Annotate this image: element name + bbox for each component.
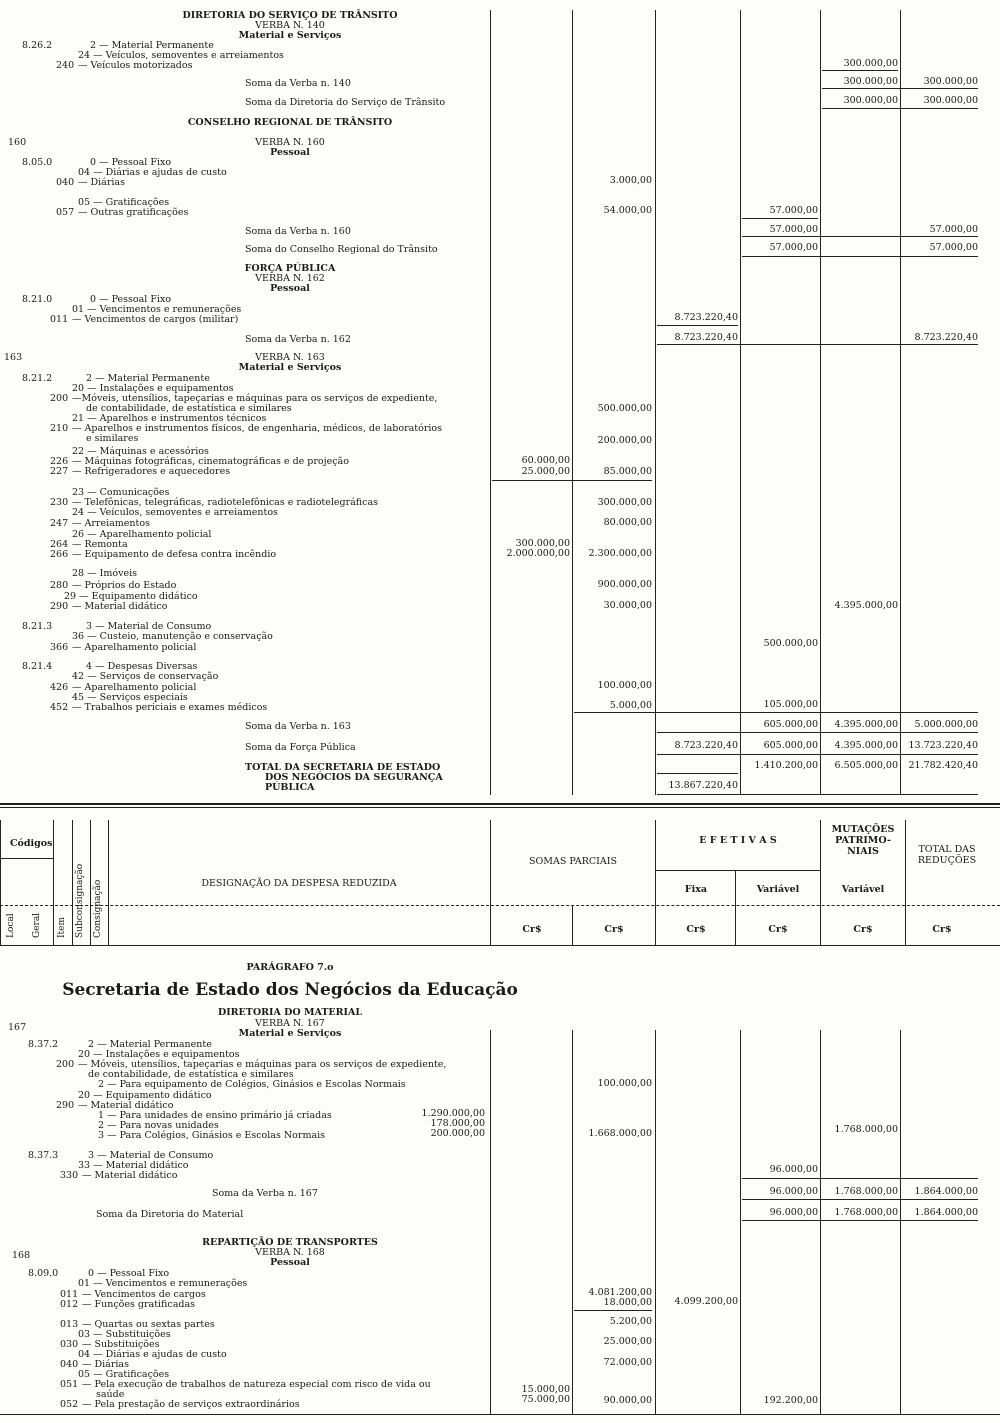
line-item: 0 — Pessoal Fixo <box>90 157 172 168</box>
verba-title: VERBA N. 163 <box>255 352 325 363</box>
value: 18.000,00 <box>603 1297 652 1308</box>
rule <box>657 732 978 733</box>
value: 605.000,00 <box>763 740 818 751</box>
section-title: DIRETORIA DO SERVIÇO DE TRÂNSITO <box>182 10 398 21</box>
header-item: Item <box>57 916 67 938</box>
value: 100.000,00 <box>597 1078 652 1089</box>
value: 200.000,00 <box>430 1128 485 1139</box>
line-item: 03 — Substituições <box>78 1329 171 1340</box>
section-title: REPARTIÇÃO DE TRANSPORTES <box>202 1237 378 1248</box>
line-item: 05 — Gratificações <box>78 197 170 208</box>
header-rule <box>53 820 54 945</box>
header-efetivas: E F E T I V A S <box>699 835 777 846</box>
value: 57.000,00 <box>929 242 978 253</box>
line-item: 45 — Serviços especiais <box>72 692 188 703</box>
line-item: 04 — Diárias e ajudas de custo <box>78 167 227 178</box>
section-title: FORÇA PÚBLICA <box>244 263 336 274</box>
line-item: — Veículos motorizados <box>78 60 193 71</box>
value: 300.000,00 <box>923 95 978 106</box>
value: 300.000,00 <box>843 95 898 106</box>
header-currency: Cr$ <box>768 924 788 935</box>
line-item: 2 — Material Permanente <box>90 40 214 51</box>
line-item: — Móveis, utensílios, tapeçarias e máquinas para os serviços de expediente, <box>78 1059 447 1070</box>
rule <box>822 108 978 109</box>
value: 5.000,00 <box>609 700 652 711</box>
subtotal-label: Soma do Conselho Regional do Trânsito <box>245 244 438 255</box>
line-item: — Máquinas fotográficas, cinematográficas e de projeção <box>72 456 349 467</box>
subtotal-label: Soma da Diretoria do Serviço de Trânsito <box>245 97 446 108</box>
line-item: 23 — Comunicações <box>72 487 170 498</box>
code: 168 <box>12 1250 31 1261</box>
column-rule <box>740 1030 741 1415</box>
line-item: — Pela prestação de serviços extraordinários <box>82 1399 300 1410</box>
code: 226 <box>50 456 69 467</box>
value: 1.768.000,00 <box>834 1124 898 1135</box>
line-item: 2 — Para equipamento de Colégios, Ginásios e Escolas Normais <box>98 1079 406 1090</box>
line-item: 21 — Aparelhos e instrumentos técnicos <box>72 413 267 424</box>
line-item: — Aparelhamento policial <box>72 682 197 693</box>
value: 500.000,00 <box>597 403 652 414</box>
line-item: — Telefônicas, telegráficas, radiotelefônicas e radiotelegráficas <box>72 497 378 508</box>
line-item: — Vencimentos de cargos (militar) <box>72 314 239 325</box>
line-item: e similares <box>86 433 139 444</box>
column-rule <box>490 1030 491 1415</box>
code: 040 <box>60 1359 79 1370</box>
code: 290 <box>50 601 69 612</box>
value: 96.000,00 <box>769 1164 818 1175</box>
line-item: — Material didático <box>78 1100 174 1111</box>
value: 25.000,00 <box>603 1336 652 1347</box>
column-rule <box>900 10 901 795</box>
header-rule <box>655 870 820 871</box>
value: 1.290.000,00 <box>421 1108 485 1119</box>
page-title: Secretaria de Estado dos Negócios da Educação <box>62 980 518 1000</box>
code: 167 <box>8 1022 27 1033</box>
column-rule <box>655 1030 656 1415</box>
code: 200 <box>50 393 69 404</box>
line-item: 4 — Despesas Diversas <box>86 661 198 672</box>
rule <box>657 754 978 755</box>
line-item: 3 — Material de Consumo <box>86 621 212 632</box>
line-item: 26 — Aparelhamento policial <box>72 529 212 540</box>
line-item: de contabilidade, de estatística e similares <box>86 403 292 414</box>
subtotal-label: Soma da Verba n. 140 <box>245 78 351 89</box>
value: 8.723.220,40 <box>674 740 738 751</box>
subtotal-label: Soma da Diretoria do Material <box>96 1209 244 1220</box>
paragraph-title: PARÁGRAFO 7.o <box>246 962 334 973</box>
rule <box>492 480 652 481</box>
code: 452 <box>50 702 69 713</box>
header-total: TOTAL DAS REDUÇÕES <box>917 844 977 866</box>
value: 8.723.220,40 <box>674 332 738 343</box>
header-currency: Cr$ <box>686 924 706 935</box>
line-item: — Próprios do Estado <box>72 580 177 591</box>
column-rule <box>820 1030 821 1415</box>
value: 300.000,00 <box>843 58 898 69</box>
value: 3.000,00 <box>609 175 652 186</box>
header-consignacao: Consignação <box>93 879 103 938</box>
value: 8.723.220,40 <box>914 332 978 343</box>
value: 75.000,00 <box>521 1394 570 1405</box>
line-item: 24 — Veículos, semoventes e arreiamentos <box>72 507 278 518</box>
rule <box>742 218 818 219</box>
value: 1.864.000,00 <box>914 1207 978 1218</box>
rule <box>742 1220 978 1221</box>
line-item: — Diárias <box>78 177 125 188</box>
line-item: 28 — Imóveis <box>72 568 138 579</box>
line-item: 05 — Gratificações <box>78 1369 170 1380</box>
line-item: 29 — Equipamento didático <box>64 591 198 602</box>
header-currency: Cr$ <box>932 924 952 935</box>
value: 1.768.000,00 <box>834 1207 898 1218</box>
rule <box>657 794 978 795</box>
line-item: 3 — Material de Consumo <box>88 1150 214 1161</box>
subtotal-label: Soma da Verba n. 160 <box>245 226 351 237</box>
header-rule <box>108 820 109 945</box>
line-item: 01 — Vencimentos e remunerações <box>78 1278 248 1289</box>
code: 8.21.0 <box>22 294 53 305</box>
rule <box>657 773 738 774</box>
header-rule <box>90 820 91 945</box>
code: 426 <box>50 682 69 693</box>
value: 96.000,00 <box>769 1207 818 1218</box>
line-item: — Vencimentos de cargos <box>82 1289 206 1300</box>
value: 1.410.200,00 <box>754 760 818 771</box>
code: 200 <box>56 1059 75 1070</box>
code: 330 <box>60 1170 79 1181</box>
subtotal-label: Soma da Verba n. 163 <box>245 721 351 732</box>
line-item: — Quartas ou sextas partes <box>82 1319 215 1330</box>
page-divider <box>0 807 1000 808</box>
value: 57.000,00 <box>769 224 818 235</box>
code: 8.37.2 <box>28 1039 59 1050</box>
value: 8.723.220,40 <box>674 312 738 323</box>
line-item: 42 — Serviços de conservação <box>72 671 219 682</box>
line-item: 36 — Custeio, manutenção e conservação <box>72 631 273 642</box>
code: 8.21.3 <box>22 621 53 632</box>
header-currency: Cr$ <box>604 924 624 935</box>
code: 210 <box>50 423 69 434</box>
verba-title: VERBA N. 167 <box>255 1018 325 1029</box>
verba-subtitle: Material e Serviços <box>238 362 342 373</box>
value: 54.000,00 <box>603 205 652 216</box>
header-currency: Cr$ <box>522 924 542 935</box>
subtotal-label: Soma da Verba n. 162 <box>245 334 351 345</box>
code: 8.21.2 <box>22 373 53 384</box>
value: 1.668.000,00 <box>588 1128 652 1139</box>
code: 8.21.4 <box>22 661 53 672</box>
header-designacao: DESIGNAÇÃO DA DESPESA REDUZIDA <box>201 878 397 889</box>
line-item: — Refrigeradores e aquecedores <box>72 466 231 477</box>
line-item: 24 — Veículos, semoventes e arreiamentos <box>78 50 284 61</box>
header-geral: Geral <box>32 912 42 938</box>
value: 21.782.420,40 <box>908 760 978 771</box>
code: 247 <box>50 518 69 529</box>
header-rule <box>820 820 821 945</box>
rule <box>742 1178 978 1179</box>
value: 57.000,00 <box>769 242 818 253</box>
line-item: 20 — Instalações e equipamentos <box>78 1049 240 1060</box>
value: 13.867.220,40 <box>668 780 738 791</box>
header-rule <box>0 945 1000 946</box>
verba-subtitle: Material e Serviços <box>238 30 342 41</box>
value: 500.000,00 <box>763 638 818 649</box>
code: 057 <box>56 207 75 218</box>
value: 4.081.200,00 <box>588 1287 652 1298</box>
line-item: 20 — Equipamento didático <box>78 1090 212 1101</box>
header-rule <box>0 905 1000 906</box>
value: 30.000,00 <box>603 600 652 611</box>
column-rule <box>900 1030 901 1415</box>
value: 200.000,00 <box>597 435 652 446</box>
value: 57.000,00 <box>769 205 818 216</box>
verba-subtitle: Pessoal <box>270 283 310 294</box>
rule <box>657 325 738 326</box>
value: 6.505.000,00 <box>834 760 898 771</box>
section-title: DIRETORIA DO MATERIAL <box>217 1007 363 1018</box>
rule <box>742 256 978 257</box>
value: 178.000,00 <box>430 1118 485 1129</box>
value: 4.395.000,00 <box>834 740 898 751</box>
total-label: PÚBLICA <box>265 782 315 793</box>
line-item: — Equipamento de defesa contra incêndio <box>72 549 277 560</box>
header-rule <box>572 905 573 945</box>
subtotal-label: Soma da Verba n. 167 <box>212 1188 318 1199</box>
header-mutacoes: MUTAÇÕES PATRIMO- NIAIS <box>831 824 895 857</box>
column-rule <box>490 10 491 795</box>
code: 8.05.0 <box>22 157 53 168</box>
header-rule <box>905 820 906 945</box>
value: 80.000,00 <box>603 517 652 528</box>
line-item: — Material didático <box>72 601 168 612</box>
code: 230 <box>50 497 69 508</box>
rule <box>742 236 978 237</box>
value: 192.200,00 <box>763 1395 818 1406</box>
value: 60.000,00 <box>521 455 570 466</box>
subtotal-label: Soma da Força Pública <box>245 742 356 753</box>
code: 227 <box>50 466 69 477</box>
value: 2.000.000,00 <box>506 548 570 559</box>
line-item: — Trabalhos periciais e exames médicos <box>72 702 268 713</box>
header-mut-variavel: Variável <box>841 884 885 895</box>
code: 030 <box>60 1339 79 1350</box>
line-item: — Aparelhos e instrumentos físicos, de engenharia, médicos, de laboratórios <box>72 423 443 434</box>
header-codigos: Códigos <box>10 838 53 849</box>
verba-title: VERBA N. 160 <box>255 137 325 148</box>
line-item: 3 — Para Colégios, Ginásios e Escolas Normais <box>98 1130 326 1141</box>
line-item: 0 — Pessoal Fixo <box>90 294 172 305</box>
line-item: 0 — Pessoal Fixo <box>88 1268 170 1279</box>
line-item: — Funções gratificadas <box>82 1299 195 1310</box>
line-item: — Aparelhamento policial <box>72 642 197 653</box>
line-item: 2 — Material Permanente <box>86 373 210 384</box>
code: 163 <box>4 352 23 363</box>
line-item: — Pela execução de trabalhos de natureza especial com risco de vida ou <box>82 1379 431 1390</box>
value: 85.000,00 <box>603 466 652 477</box>
line-item: 2 — Para novas unidades <box>98 1120 219 1131</box>
header-rule <box>655 820 656 945</box>
rule <box>742 1199 978 1200</box>
verba-subtitle: Material e Serviços <box>238 1028 342 1039</box>
code: 280 <box>50 580 69 591</box>
line-item: — Diárias <box>82 1359 129 1370</box>
rule <box>574 1310 652 1311</box>
header-fixa: Fixa <box>684 884 708 895</box>
code: 011 <box>60 1289 79 1300</box>
line-item: 22 — Máquinas e acessórios <box>72 446 209 457</box>
code: 013 <box>60 1319 79 1330</box>
verba-title: VERBA N. 140 <box>255 20 325 31</box>
value: 4.395.000,00 <box>834 719 898 730</box>
rule <box>574 712 978 713</box>
value: 4.099.200,00 <box>674 1296 738 1307</box>
header-rule <box>72 820 73 945</box>
value: 100.000,00 <box>597 680 652 691</box>
header-rule <box>0 820 1 945</box>
value: 300.000,00 <box>843 76 898 87</box>
line-item: 01 — Vencimentos e remunerações <box>72 304 242 315</box>
line-item: 2 — Material Permanente <box>88 1039 212 1050</box>
value: 5.000.000,00 <box>914 719 978 730</box>
value: 1.768.000,00 <box>834 1186 898 1197</box>
header-somas-parciais: SOMAS PARCIAIS <box>528 856 618 867</box>
code: 290 <box>56 1100 75 1111</box>
code: 160 <box>8 137 27 148</box>
verba-subtitle: Pessoal <box>270 147 310 158</box>
rule <box>657 344 978 345</box>
line-item: —Móveis, utensílios, tapeçarias e máquinas para os serviços de expediente, <box>72 393 438 404</box>
header-currency: Cr$ <box>853 924 873 935</box>
column-rule <box>572 1030 573 1415</box>
value: 13.723.220,40 <box>908 740 978 751</box>
value: 1.864.000,00 <box>914 1186 978 1197</box>
code: 051 <box>60 1379 79 1390</box>
header-rule <box>490 820 491 945</box>
value: 605.000,00 <box>763 719 818 730</box>
header-rule <box>735 870 736 945</box>
value: 300.000,00 <box>923 76 978 87</box>
value: 25.000,00 <box>521 466 570 477</box>
code: 052 <box>60 1399 79 1410</box>
header-subconsignacao: Subconsignação <box>75 863 85 938</box>
code: 040 <box>56 177 75 188</box>
value: 300.000,00 <box>515 538 570 549</box>
code: 8.37.3 <box>28 1150 59 1161</box>
total-label: DOS NEGÓCIOS DA SEGURANÇA <box>265 772 443 783</box>
line-item: — Remonta <box>72 539 128 550</box>
column-rule <box>655 10 656 795</box>
page-bottom-rule <box>0 1414 1000 1415</box>
code: 366 <box>50 642 69 653</box>
line-item: de contabilidade, de estatística e similares <box>88 1069 294 1080</box>
page-divider <box>0 803 1000 805</box>
value: 300.000,00 <box>597 497 652 508</box>
value: 96.000,00 <box>769 1186 818 1197</box>
verba-title: VERBA N. 168 <box>255 1247 325 1258</box>
column-rule <box>572 10 573 795</box>
line-item: 20 — Instalações e equipamentos <box>72 383 234 394</box>
line-item: — Substituições <box>82 1339 160 1350</box>
rule <box>822 88 978 89</box>
line-item: — Arreiamentos <box>72 518 150 529</box>
line-item: — Material didático <box>82 1170 178 1181</box>
code: 264 <box>50 539 69 550</box>
column-rule <box>740 10 741 795</box>
code: 8.09.0 <box>28 1268 59 1279</box>
value: 57.000,00 <box>929 224 978 235</box>
line-item: 1 — Para unidades de ensino primário já criadas <box>98 1110 332 1121</box>
value: 900.000,00 <box>597 579 652 590</box>
header-rule <box>0 858 53 859</box>
verba-title: VERBA N. 162 <box>255 273 325 284</box>
total-label: TOTAL DA SECRETARIA DE ESTADO <box>245 762 441 773</box>
section-title: CONSELHO REGIONAL DE TRÂNSITO <box>187 117 393 128</box>
value: 90.000,00 <box>603 1395 652 1406</box>
value: 15.000,00 <box>521 1384 570 1395</box>
line-item: 04 — Diárias e ajudas de custo <box>78 1349 227 1360</box>
code: 240 <box>56 60 75 71</box>
value: 2.300.000,00 <box>588 548 652 559</box>
code: 012 <box>60 1299 79 1310</box>
line-item: 33 — Material didático <box>78 1160 189 1171</box>
header-variavel: Variável <box>756 884 800 895</box>
rule <box>822 70 898 71</box>
code: 266 <box>50 549 69 560</box>
value: 72.000,00 <box>603 1357 652 1368</box>
verba-subtitle: Pessoal <box>270 1257 310 1268</box>
value: 105.000,00 <box>763 699 818 710</box>
line-item: — Outras gratificações <box>78 207 189 218</box>
header-local: Local <box>6 913 16 938</box>
value: 4.395.000,00 <box>834 600 898 611</box>
code: 8.26.2 <box>22 40 53 51</box>
column-rule <box>820 10 821 795</box>
line-item: saúde <box>96 1389 125 1400</box>
code: 011 <box>50 314 69 325</box>
value: 5.200,00 <box>609 1316 652 1327</box>
